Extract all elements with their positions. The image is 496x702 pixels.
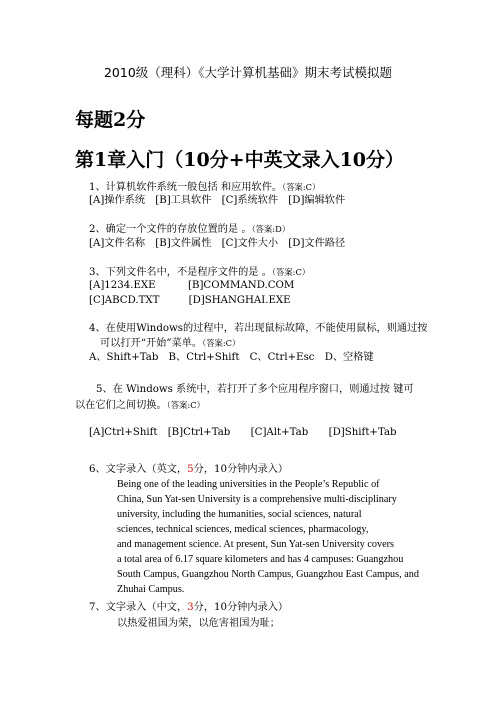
question-2-options: [A]文件名称 [B]文件属性 [C]文件大小 [D]文件路径 — [89, 238, 346, 249]
question-4-line1: 4、在使用Windows的过程中，若出现鼠标故障，不能使用鼠标，则通过按 — [89, 323, 428, 334]
typing-line: China, Sun Yat-sen University is a comprehensive multi-disciplinary — [117, 494, 397, 505]
question-7-score: 3 — [187, 602, 194, 613]
question-3-options-row2: [C]ABCD.TXT [D]SHANGHAI.EXE — [89, 295, 291, 306]
chinese-typing-line: 以热爱祖国为荣，以危害祖国为耻； — [117, 618, 280, 629]
document-title: 2010级（理科）《大学计算机基础》期末考试模拟题 — [103, 65, 393, 80]
section-heading-score: 每题2分 — [75, 109, 146, 131]
question-5-options: [A]Ctrl+Shift [B]Ctrl+Tab [C]Alt+Tab [D]Shift+Tab — [89, 427, 397, 438]
question-7-heading: 7、文字录入（中文，3分，10分钟内录入） — [89, 602, 289, 613]
typing-line: sciences, technical sciences, medical sciences, pharmacology, — [117, 524, 369, 535]
question-3 — [89, 265, 310, 280]
section-heading-chapter: 第1章入门（10分+中英文录入10分） — [75, 149, 405, 171]
question-1-options: [A]操作系统 [B]工具软件 [C]系统软件 [D]编辑软件 — [89, 195, 346, 206]
question-1-answer: （答案:C） — [282, 182, 321, 192]
typing-line: Zhuhai Campus. — [117, 584, 185, 595]
typing-line: university, including the humanities, social sciences, natural — [117, 509, 362, 520]
typing-line: South Campus, Guangzhou North Campus, Guangzhou East Campus, and — [117, 569, 419, 580]
question-3-options-row1: [A]1234.EXE [B]COMMAND.COM — [89, 280, 295, 291]
question-4-answer: （答案:C） — [202, 338, 241, 348]
typing-line: Being one of the leading universities in the People’s Republic of — [117, 479, 380, 490]
question-2-text: 2、确定一个文件的存放位置的是 。 — [89, 224, 252, 235]
question-1-text: 1、计算机软件系统一般包括 和应用软件。 — [89, 182, 283, 193]
question-5-line2: 以在它们之间切换。（答案:C） — [75, 400, 205, 411]
question-3-answer: （答案:C） — [271, 267, 311, 277]
question-6-score: 5 — [187, 464, 194, 475]
question-4-options: A、Shift+Tab B、Ctrl+Shift C、Ctrl+Esc D、空格键 — [89, 352, 374, 363]
typing-line: a total area of 6.17 square kilometers and has 4 campuses: Guangzhou — [117, 554, 404, 565]
question-5-answer: （答案:C） — [166, 400, 205, 410]
question-1 — [89, 180, 320, 195]
question-5-line1: 5、在 Windows 系统中，若打开了多个应用程序窗口，则通过按 键可 — [96, 384, 414, 395]
question-4-line2: 可以打开“开始”菜单。（答案:C） — [100, 338, 241, 349]
question-3-text: 3、下列文件名中，不是程序文件的是 。 — [89, 267, 272, 278]
question-2-answer: （答案:D） — [251, 224, 291, 234]
question-6-heading: 6、文字录入（英文，5分，10分钟内录入） — [89, 464, 289, 475]
question-2 — [89, 222, 290, 237]
typing-line: and management science. At present, Sun Yat-sen University covers — [117, 539, 394, 550]
